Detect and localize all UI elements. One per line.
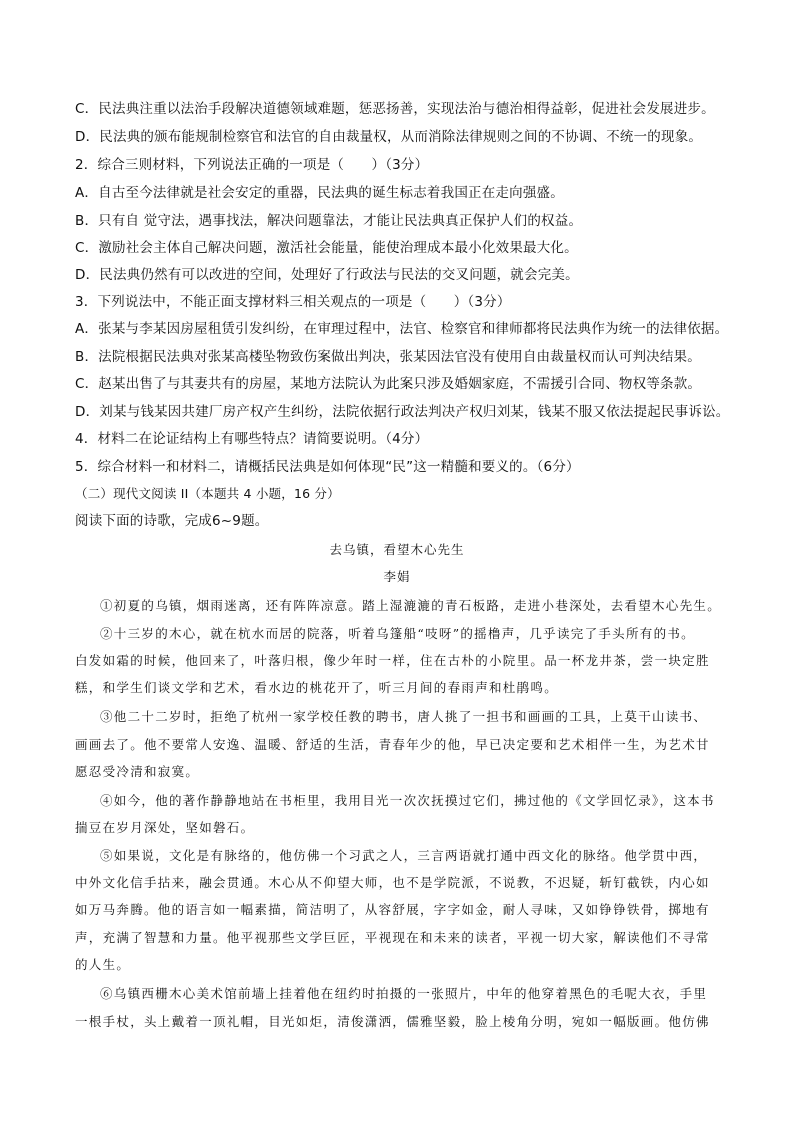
poem-line: 白发如霜的时候，他回来了，叶落归根，像少年时一样，住在古朴的小院里。品一杯龙井茶，尝一块定胜 xyxy=(75,653,710,668)
option-line: B．法院根据民法典对张某高楼坠物致伤案做出判决，张某因法官没有使用自由裁量权而认可判决结果。 xyxy=(75,349,701,365)
option-line: D．刘某与钱某因共建厂房产权产生纠纷，法院依据行政法判决产权归刘某，钱某不服又依法提起民事诉讼。 xyxy=(75,404,730,420)
poem-line: ④如今，他的著作静静地站在书柜里，我用目光一次次抚摸过它们，拂过他的《文学回忆录》，这本书 xyxy=(100,793,715,808)
option-line: D．民法典仍然有可以改进的空间，处理好了行政法与民法的交叉问题，就会完美。 xyxy=(75,267,579,283)
option-line: A．张某与李某因房屋租赁引发纠纷，在审理过程中，法官、检察官和律师都将民法典作为统一的法律依据。 xyxy=(75,321,729,337)
poem-line: 揣豆在岁月深处，坚如磐石。 xyxy=(75,820,255,835)
poem-line: 愿忍受冷清和寂寞。 xyxy=(75,764,200,779)
question-stem: 2．综合三则材料，下列说法正确的一项是（ ）（3分） xyxy=(75,157,429,173)
poem-line: 中外文化信手拈来，融会贯通。木心从不仰望大师，也不是学院派，不说教，不迟疑，斩钉截铁，内心如 xyxy=(75,875,710,890)
poem-line: ⑤如果说，文化是有脉络的，他仿佛一个习武之人，三言两语就打通中西文化的脉络。他学贯中西， xyxy=(100,848,708,863)
option-line: B．只有自 觉守法，遇事找法，解决问题靠法，才能让民法典真正保护人们的权益。 xyxy=(75,213,583,229)
poem-line: ⑥乌镇西栅木心美术馆前墙上挂着他在纽约时拍摄的一张照片，中年的他穿着黑色的毛呢大衣，手里 xyxy=(100,986,708,1001)
poem-line: 画画去了。他不要常人安逸、温暖、舒适的生活，青春年少的他，早已决定要和艺术相伴一生，为艺术甘 xyxy=(75,737,710,752)
section-header: （二）现代文阅读 II（本题共 4 小题，16 分） xyxy=(75,486,340,501)
question-stem: 3．下列说法中，不能正面支撑材料三相关观点的一项是（ ）（3分） xyxy=(75,294,511,310)
poem-line: 如万马奔腾。他的语言如一幅素描，简洁明了，从容舒展，字字如金，耐人寻味，又如铮铮铁骨，掷地有 xyxy=(75,902,710,917)
poem-line: ②十三岁的木心，就在杭水而居的院落，听着乌篷船“吱呀”的摇橹声，几乎读完了手头所有的书。 xyxy=(100,626,695,641)
poem-line: ①初夏的乌镇，烟雨迷离，还有阵阵凉意。踏上湿漉漉的青石板路，走进小巷深处，去看望木心先生。 xyxy=(100,598,722,613)
poem-line: 糕，和学生们谈文学和艺术，看水边的桃花开了，听三月间的春雨声和杜鹃鸣。 xyxy=(75,680,559,695)
option-line: C．民法典注重以法治手段解决道德领域难题，惩恶扬善，实现法治与德治相得益彰，促进社会发展进步。 xyxy=(75,101,715,117)
question-stem: 4．材料二在论证结构上有哪些特点？请简要说明。（4分） xyxy=(75,431,429,447)
instruction: 阅读下面的诗歌，完成6~9题。 xyxy=(75,513,269,529)
poem-line: 声，充满了智慧和力量。他平视那些文学巨匠，平视现在和未来的读者，平视一切大家，解读他们不寻常 xyxy=(75,930,710,945)
option-line: D．民法典的颁布能规制检察官和法官的自由裁量权，从而消除法律规则之间的不协调、不统一的现象。 xyxy=(75,129,703,145)
poem-line: 一根手杖，头上戴着一顶礼帽，目光如炬，清俊潇洒，儒雅坚毅，脸上棱角分明，宛如一幅版画。他仿佛 xyxy=(75,1014,710,1029)
option-line: A．自古至今法律就是社会安定的重器，民法典的诞生标志着我国正在走向强盛。 xyxy=(75,185,564,201)
poem-author: 李娟 xyxy=(383,569,411,584)
poem-line: ③他二十二岁时，拒绝了杭州一家学校任教的聘书，唐人挑了一担书和画画的工具，上莫干山读书、 xyxy=(100,709,708,724)
poem-title: 去乌镇，看望木心先生 xyxy=(329,542,465,557)
option-line: C．激励社会主体自己解决问题，激活社会能量，能使治理成本最小化效果最大化。 xyxy=(75,240,578,256)
option-line: C．赵某出售了与其妻共有的房屋，某地方法院认为此案只涉及婚姻家庭，不需援引合同、物权等条款。 xyxy=(75,376,702,392)
question-stem: 5．综合材料一和材料二，请概括民法典是如何体现“民”这一精髓和要义的。（6分） xyxy=(75,459,580,475)
poem-line: 的人生。 xyxy=(75,957,131,972)
